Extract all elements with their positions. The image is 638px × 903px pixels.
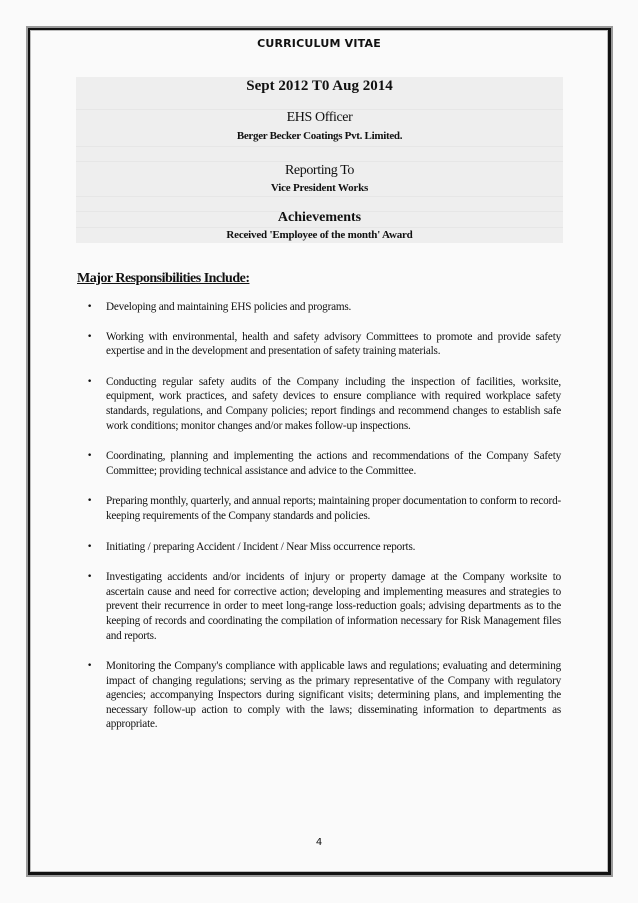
list-item [77,449,561,478]
list-item-text: Coordinating, planning and implementing the actions and recommendations of the Company Safety Committee; providing technical assistance and advice to the Committee. [106,450,561,477]
page-number: 4 [315,837,323,848]
list-item [77,540,561,555]
bullet-icon: • [87,331,93,342]
job-summary-box [76,77,563,243]
list-item [77,375,561,433]
job-title: EHS Officer [286,110,353,125]
achievements-value: Received 'Employee of the month' Award [226,229,413,241]
list-item-text: Monitoring the Company's compliance with applicable laws and regulations; evaluating and determining impact of changing regulations; serving as the primary representative of the Company with regulatory agencies; accompanying Inspectors during significant visits; determining plans, and implementing the necessary follow-up action to comply with the laws; disseminating information to departments as appropriate. [106,660,561,731]
divider [76,227,563,228]
list-item [77,300,561,315]
bullet-icon: • [87,541,93,552]
reporting-to-value: Vice President Works [270,182,369,194]
list-item-text: Conducting regular safety audits of the Company including the inspection of facilities, worksite, equipment, work practices, and safety devices to ensure compliance with required workplace safety standards, regulations, and Company policies; report findings and recommend changes to establish safe work conditions; monitor changes and/or makes follow-up inspections. [106,375,561,432]
list-item-text: Developing and maintaining EHS policies and programs. [106,301,352,313]
bullet-icon: • [87,302,93,312]
responsibilities-heading: Major Responsibilities Include: [77,271,250,286]
bullet-icon: • [87,661,93,672]
document-title: CURRICULUM VITAE [257,37,381,50]
reporting-to-label: Reporting To [284,163,354,178]
list-item [77,570,561,643]
list-item [77,494,561,523]
list-item-text: Working with environmental, health and safety advisory Committees to promote and provide safety expertise and in the development and presentation of safety training materials. [106,330,561,358]
divider [76,196,563,197]
bullet-icon: • [87,496,93,507]
divider [76,146,563,147]
employment-date-range: Sept 2012 T0 Aug 2014 [246,78,393,94]
list-item [77,330,561,359]
company-name: Berger Becker Coatings Pvt. Limited. [236,130,403,142]
achievements-label: Achievements [277,210,362,225]
divider [76,161,563,162]
bullet-icon: • [87,572,93,583]
list-item-text: Preparing monthly, quarterly, and annual reports; maintaining proper documentation to conform to record-keeping requirements of the Company standards and policies. [106,495,561,522]
list-item [77,659,561,732]
list-item-text: Initiating / preparing Accident / Incident / Near Miss occurrence reports. [106,540,416,553]
list-item-text: Investigating accidents and/or incidents of injury or property damage at the Company worksite to ascertain cause and need for corrective action; developing and implementing measures and strategies to prevent their recurrence in order to meet long-range loss-reduction goals; advising departments as to the keeping of records and coordinating the compilation of information necessary for Risk Management files and reports. [106,571,561,642]
bullet-icon: • [87,451,93,462]
bullet-icon: • [87,376,93,387]
responsibilities-list [77,300,561,732]
